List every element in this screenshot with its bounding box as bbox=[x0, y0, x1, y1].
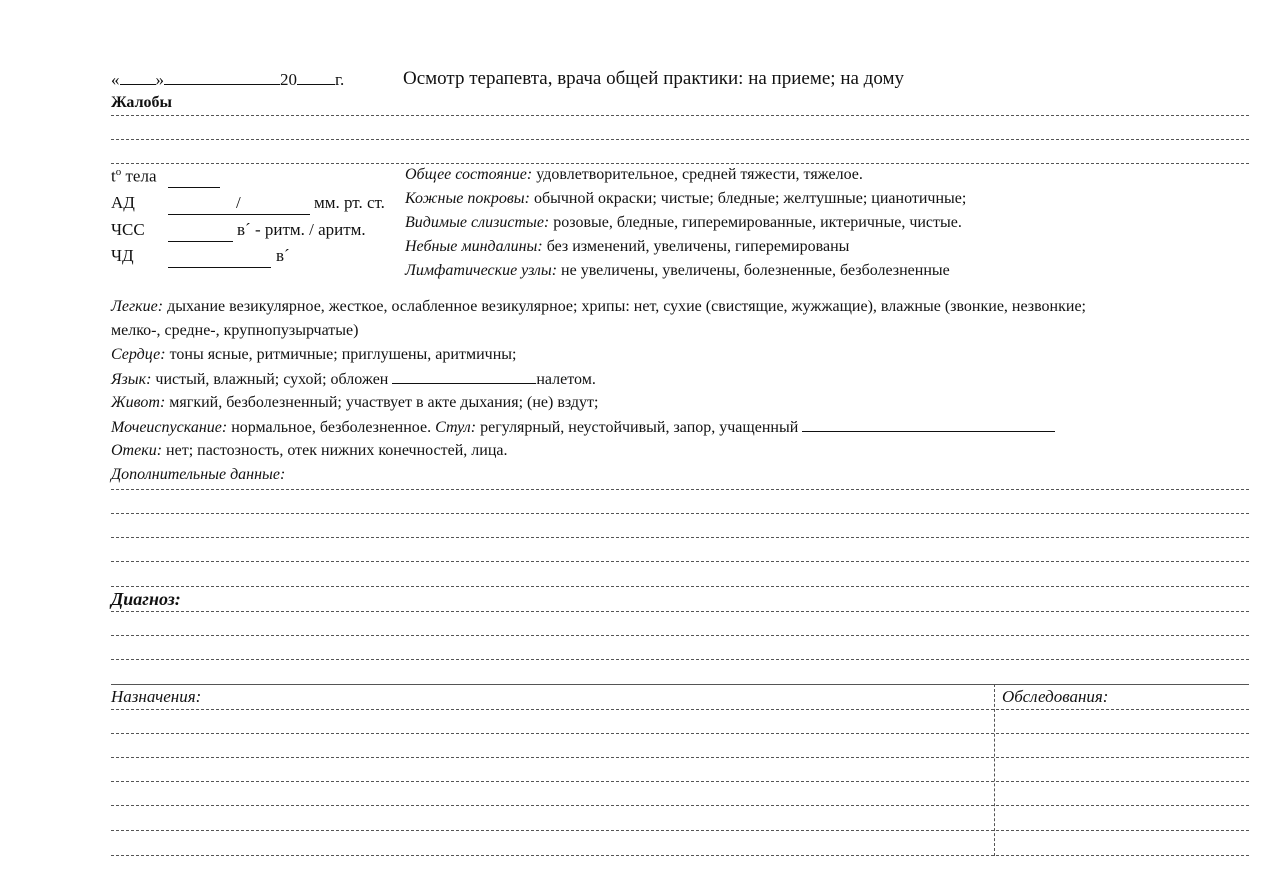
bp-label: АД bbox=[111, 193, 135, 212]
heart-text: тоны ясные, ритмичные; приглушены, аритмичны; bbox=[165, 346, 517, 363]
additional-line-5[interactable] bbox=[111, 586, 1249, 587]
diagnosis-label: Диагноз: bbox=[111, 589, 181, 609]
additional-line-3[interactable] bbox=[111, 537, 1249, 538]
general-status-label: Общее состояние: bbox=[405, 166, 533, 183]
diagnosis-line-2[interactable] bbox=[111, 635, 1249, 636]
examinations-line-1[interactable] bbox=[996, 709, 1249, 710]
examinations-line-7[interactable] bbox=[996, 855, 1249, 856]
additional-line-2[interactable] bbox=[111, 513, 1249, 514]
hr-label: ЧСС bbox=[111, 220, 145, 239]
diagnosis-line-3[interactable] bbox=[111, 659, 1249, 660]
date-open-quote: « bbox=[111, 70, 120, 89]
rr-label: ЧД bbox=[111, 246, 134, 265]
additional-line-1[interactable] bbox=[111, 489, 1249, 490]
temp-degree: o bbox=[115, 166, 122, 178]
tongue-text: чистый, влажный; сухой; обложен bbox=[151, 371, 393, 388]
heart-label: Сердце: bbox=[111, 346, 166, 363]
skin-label: Кожные покровы: bbox=[405, 190, 530, 207]
rr-field[interactable] bbox=[168, 253, 271, 268]
complaints-line-1[interactable] bbox=[111, 115, 1249, 116]
lymph-text: не увеличены, увеличены, болезненные, безболезненные bbox=[557, 262, 950, 279]
temp-row bbox=[111, 166, 157, 187]
lungs-label: Легкие: bbox=[111, 298, 164, 315]
year-suffix: г. bbox=[335, 70, 345, 89]
diagnosis-line-1[interactable] bbox=[111, 611, 1249, 612]
temp-suffix: тела bbox=[121, 166, 157, 186]
skin-text: обычной окраски; чистые; бледные; желтушные; цианотичные; bbox=[529, 190, 967, 207]
mucosa-label: Видимые слизистые: bbox=[405, 214, 550, 231]
examinations-line-4[interactable] bbox=[996, 781, 1249, 782]
temp-field[interactable] bbox=[168, 173, 220, 188]
edema-row bbox=[111, 442, 508, 460]
lungs-text: дыхание везикулярное, жесткое, ослабленное везикулярное; хрипы: нет, сухие (свистящие, жужжащие), влажные (звонкие, незвонкие; bbox=[163, 298, 1086, 315]
examinations-line-5[interactable] bbox=[996, 805, 1249, 806]
abdomen-row bbox=[111, 394, 599, 412]
lymph-row bbox=[405, 262, 950, 280]
tongue-suffix: налетом. bbox=[536, 371, 596, 388]
additional-line-4[interactable] bbox=[111, 561, 1249, 562]
prescriptions-line-7[interactable] bbox=[111, 855, 994, 856]
stool-label: Стул: bbox=[435, 419, 477, 436]
edema-label: Отеки: bbox=[111, 442, 163, 459]
abdomen-label: Живот: bbox=[111, 394, 166, 411]
bp-unit: мм. рт. ст. bbox=[314, 193, 385, 212]
tongue-coating-field[interactable] bbox=[392, 370, 536, 384]
complaints-label: Жалобы bbox=[111, 94, 173, 111]
day-field[interactable] bbox=[120, 70, 156, 85]
heart-row bbox=[111, 346, 516, 364]
prescriptions-label: Назначения: bbox=[111, 687, 202, 706]
year-field[interactable] bbox=[297, 70, 335, 85]
skin-row bbox=[405, 190, 966, 208]
prescriptions-line-1[interactable] bbox=[111, 709, 994, 710]
prescriptions-line-4[interactable] bbox=[111, 781, 994, 782]
tonsils-text: без изменений, увеличены, гиперемированы bbox=[542, 238, 850, 255]
urination-text: нормальное, безболезненное. bbox=[227, 419, 436, 436]
examinations-line-3[interactable] bbox=[996, 757, 1249, 758]
additional-data-label: Дополнительные данные: bbox=[111, 466, 286, 483]
edema-text: нет; пастозность, отек нижних конечностей, лица. bbox=[162, 442, 508, 459]
complaints-line-3[interactable] bbox=[111, 163, 1249, 164]
general-status-row bbox=[405, 166, 863, 184]
urination-row bbox=[111, 418, 1055, 437]
lymph-label: Лимфатические узлы: bbox=[405, 262, 558, 279]
hr-unit: в´ - ритм. / аритм. bbox=[237, 220, 366, 239]
bp-separator: / bbox=[236, 193, 241, 212]
rr-unit: в´ bbox=[276, 246, 290, 265]
month-field[interactable] bbox=[164, 70, 280, 85]
tonsils-row bbox=[405, 238, 849, 256]
hr-field[interactable] bbox=[168, 227, 233, 242]
prescriptions-line-3[interactable] bbox=[111, 757, 994, 758]
date-line bbox=[111, 70, 344, 90]
mucosa-text: розовые, бледные, гиперемированные, иктеричные, чистые. bbox=[549, 214, 962, 231]
mucosa-row bbox=[405, 214, 962, 232]
complaints-line-2[interactable] bbox=[111, 139, 1249, 140]
tonsils-label: Небные миндалины: bbox=[405, 238, 543, 255]
year-prefix: 20 bbox=[280, 70, 297, 89]
column-divider bbox=[994, 684, 995, 856]
prescriptions-line-5[interactable] bbox=[111, 805, 994, 806]
examinations-label: Обследования: bbox=[1002, 687, 1109, 706]
date-close-quote: » bbox=[155, 70, 164, 89]
section-divider bbox=[111, 684, 1249, 685]
tongue-label: Язык: bbox=[111, 371, 152, 388]
examinations-line-2[interactable] bbox=[996, 733, 1249, 734]
examinations-line-6[interactable] bbox=[996, 830, 1249, 831]
tongue-row bbox=[111, 370, 596, 389]
prescriptions-line-2[interactable] bbox=[111, 733, 994, 734]
lungs-row bbox=[111, 298, 1086, 316]
page-title: Осмотр терапевта, врача общей практики: на приеме; на дому bbox=[403, 68, 904, 89]
stool-text: регулярный, неустойчивый, запор, учащенный bbox=[476, 419, 803, 436]
abdomen-text: мягкий, безболезненный; участвует в акте дыхания; (не) вздут; bbox=[165, 394, 599, 411]
general-status-text: удовлетворительное, средней тяжести, тяжелое. bbox=[532, 166, 863, 183]
lungs-text-continued: мелко-, средне-, крупнопузырчатые) bbox=[111, 322, 359, 339]
stool-field[interactable] bbox=[802, 418, 1055, 432]
urination-label: Мочеиспускание: bbox=[111, 419, 228, 436]
temp-label: t bbox=[111, 166, 116, 186]
prescriptions-line-6[interactable] bbox=[111, 830, 994, 831]
